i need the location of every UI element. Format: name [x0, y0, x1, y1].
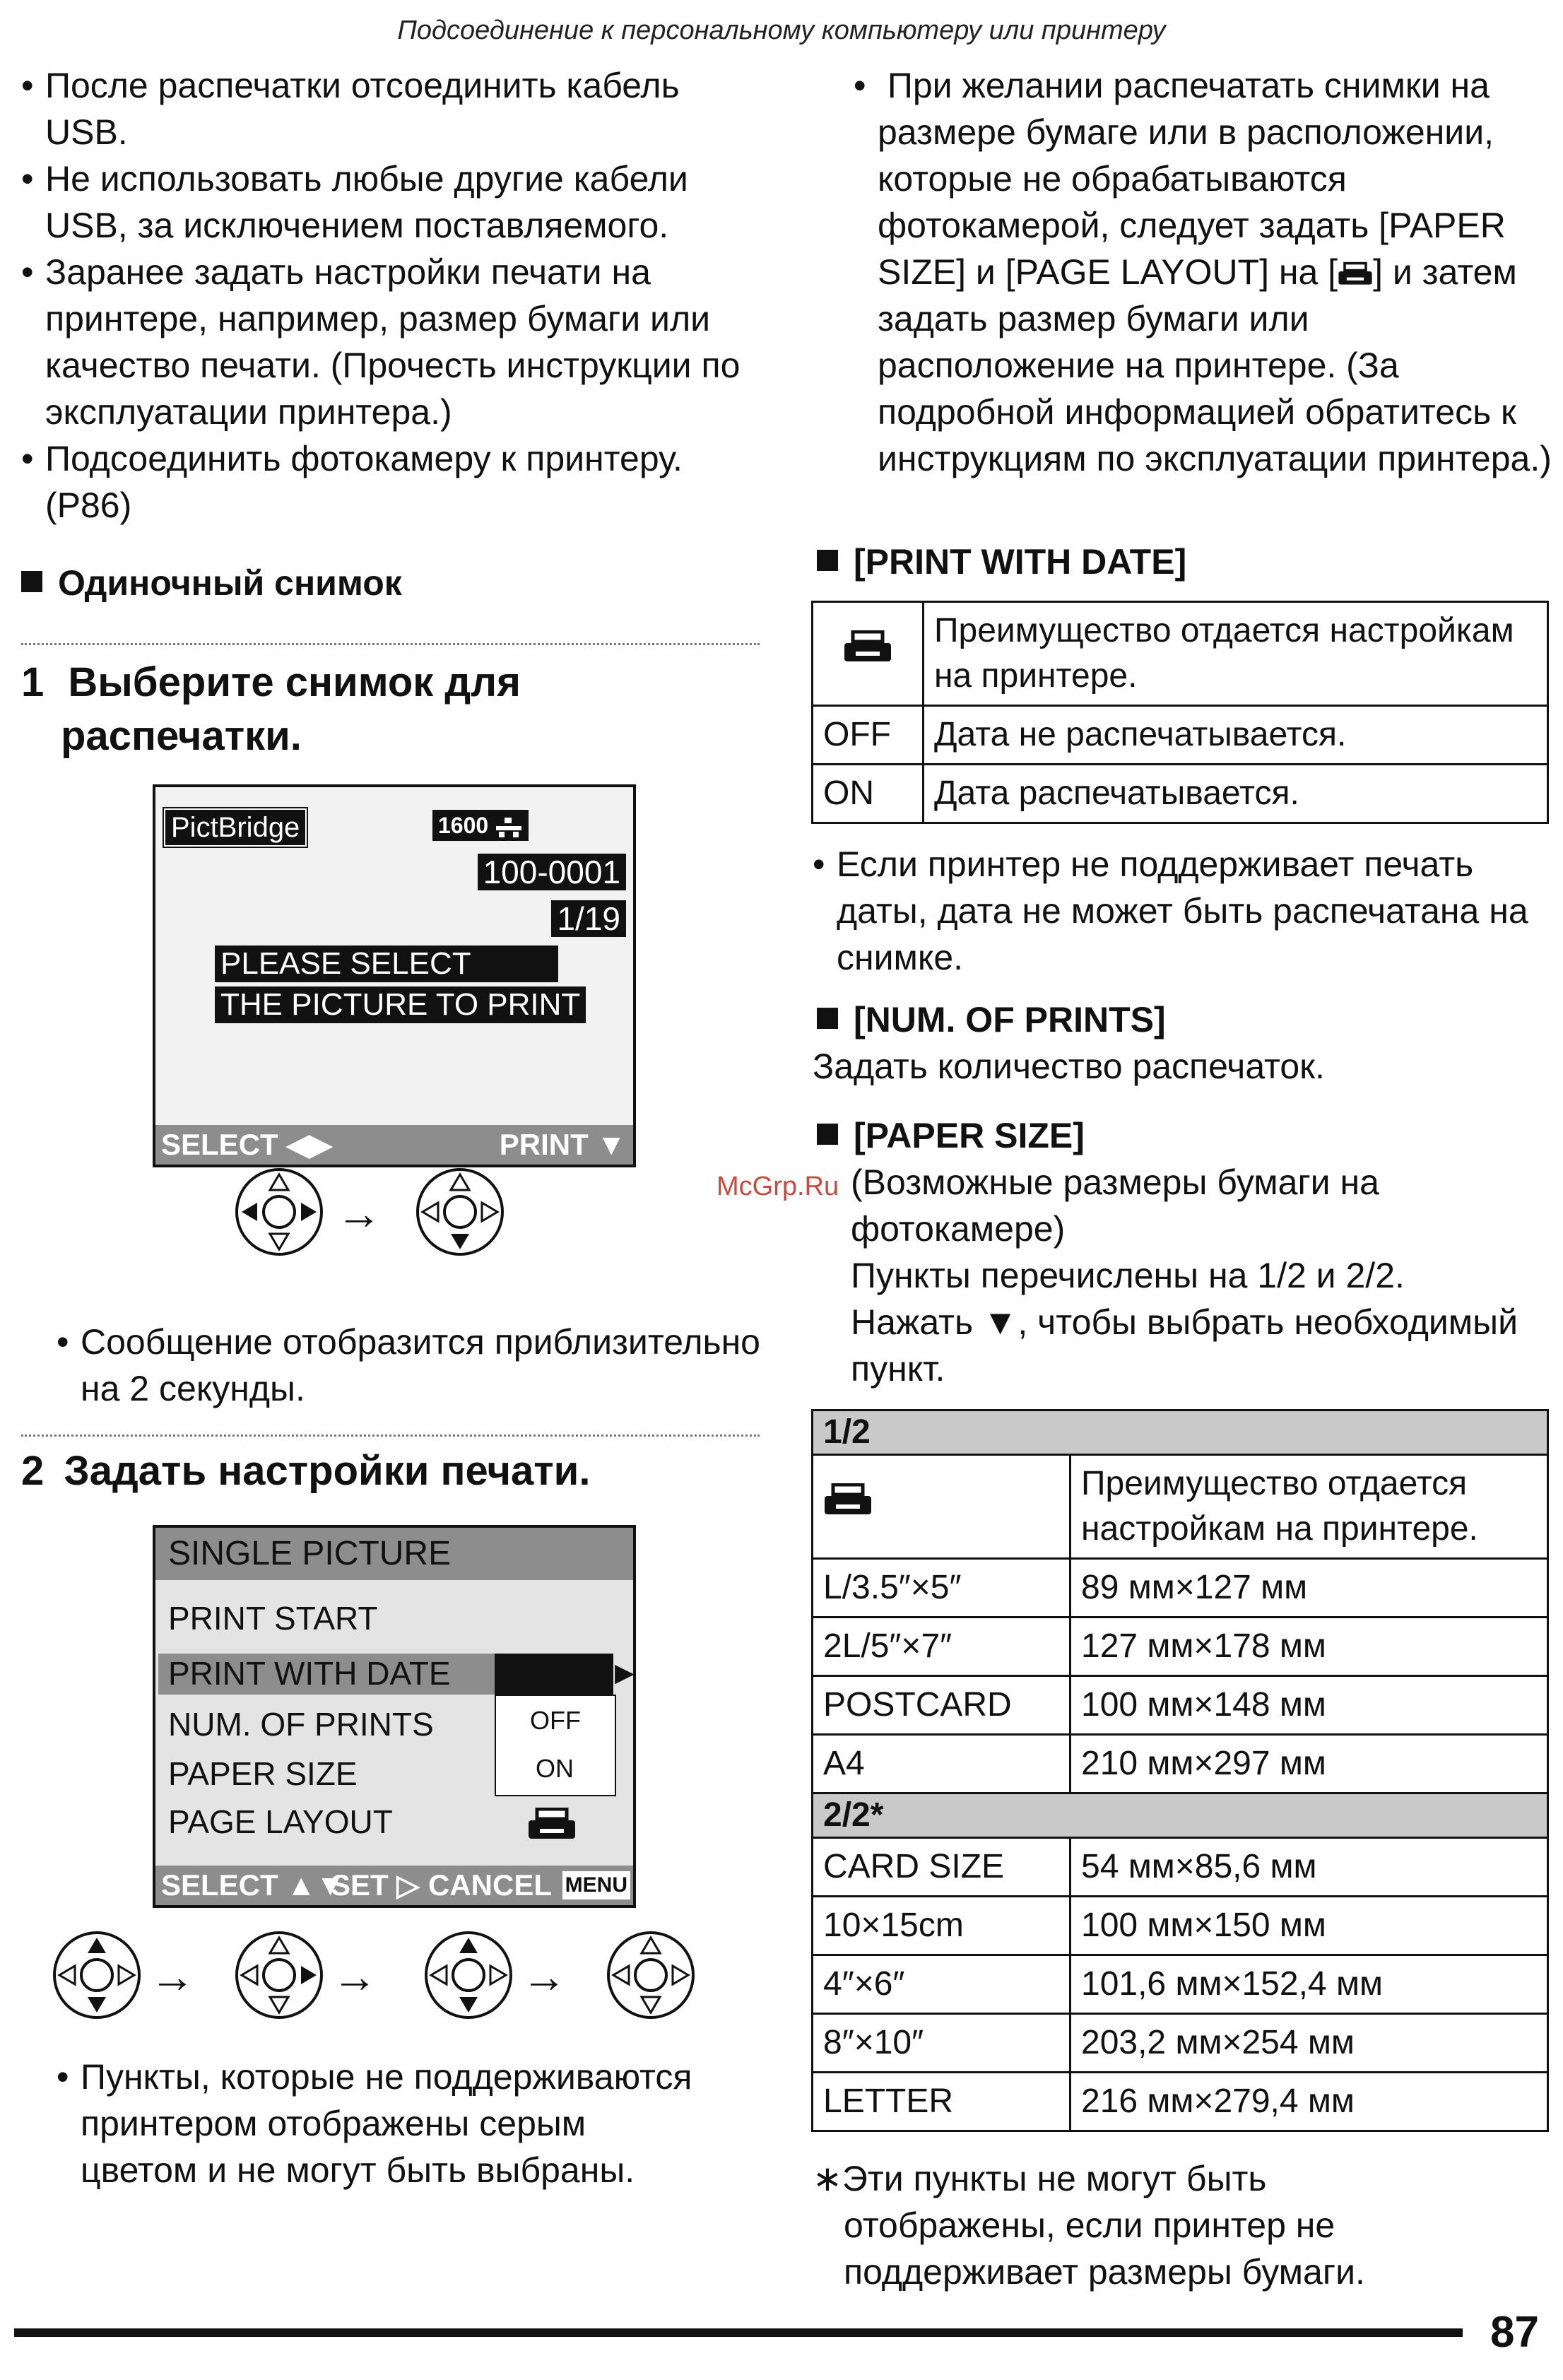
date-note-text: • Если принтер не поддерживает печать даты, дата не может быть распечатана на снимке. [813, 841, 1555, 981]
printer-icon [1338, 261, 1373, 289]
print-with-date-table [811, 601, 1549, 824]
popup-selected [495, 1654, 613, 1695]
printer-icon [843, 630, 892, 666]
table-value: 100 мм×148 мм [1070, 1676, 1548, 1735]
arrow-icon: → [336, 1188, 382, 1239]
bullet-connect: • Подсоединить фотокамеру к принтеру. (P86) [21, 435, 756, 529]
table-key: L/3.5″×5″ [813, 1559, 1070, 1618]
table-value: 210 мм×297 мм [1070, 1735, 1548, 1793]
heading-print-with-date: [PRINT WITH DATE] [817, 538, 1186, 585]
paper-size-table [811, 1409, 1549, 2132]
table-key: CARD SIZE [813, 1838, 1070, 1897]
select-message-line1: PLEASE SELECT [215, 945, 558, 982]
intro-text-end: ] и затем задать размер бумаги или расположение на принтере. (За подробной информацией обратитесь к инструкциям по эксплуатации принтера.) [878, 252, 1552, 478]
intro-text: При желании распечатать снимки на размере бумаге или в расположении, которые не обрабатываются фотокамерой, следует задать [PAPER SIZE] и [PAGE LAYOUT] на [ [878, 66, 1506, 292]
step1-title-line2: распечатки. [61, 713, 302, 759]
divider [21, 1435, 760, 1437]
step1-note [57, 1319, 763, 1412]
num-of-prints-text: Задать количество распечаток. [813, 1047, 1325, 1086]
step1-number: 1 [21, 659, 45, 705]
menu-num-of-prints[interactable]: NUM. OF PRINTS [168, 1706, 434, 1743]
step1-note-text: • Сообщение отобразится приблизительно на 2 секунды. [57, 1319, 763, 1412]
date-note [813, 841, 1555, 981]
table-row [813, 1735, 1548, 1793]
step1-title [21, 656, 521, 763]
section-heading-single: Одиночный снимок [21, 560, 402, 606]
heading-paper-size: [PAPER SIZE] [817, 1112, 1085, 1159]
right-intro [854, 62, 1553, 482]
printer-icon [823, 1483, 873, 1519]
page-2-label: 2/2* [813, 1793, 1548, 1838]
table-row [813, 1618, 1548, 1676]
heading-num-of-prints: [NUM. OF PRINTS] [817, 996, 1166, 1043]
step2-note-text: • Пункты, которые не поддерживаются принтером отображены серым цветом и не могут быть выбраны. [57, 2054, 692, 2193]
table-row [813, 1559, 1548, 1618]
table-row [813, 1676, 1548, 1735]
table-key [813, 1455, 1070, 1559]
nav-pad-left-right [233, 1166, 325, 1258]
table-key: A4 [813, 1735, 1070, 1793]
table-row [813, 602, 1548, 706]
table-key: OFF [813, 706, 924, 765]
camera-screen-select [153, 784, 636, 1167]
table-value: 216 мм×279,4 мм [1070, 2073, 1548, 2131]
hint-select: SELECT ▲▼ [161, 1868, 346, 1902]
table-row [813, 2014, 1548, 2073]
step2-title [21, 1444, 590, 1498]
table-page-row [813, 1410, 1548, 1455]
menu-title: SINGLE PICTURE [155, 1528, 633, 1580]
watermark: McGrp.Ru [716, 1172, 839, 1201]
table-key [813, 602, 924, 706]
pictbridge-label: PictBridge [164, 808, 307, 847]
nav-pad-down [414, 1166, 506, 1258]
page-1-label: 1/2 [813, 1410, 1548, 1455]
nav-pad-center [605, 1929, 697, 2021]
footnote-text: ∗Эти пункты не могут быть отображены, если принтер не поддерживает размеры бумаги. [813, 2159, 1365, 2292]
arrow-icon: → [332, 1951, 377, 2002]
table-key: 4″×6″ [813, 1955, 1070, 2014]
table-key: ON [813, 765, 924, 823]
picture-size-badge [432, 810, 529, 841]
table-row [813, 1955, 1548, 2014]
table-row [813, 1838, 1548, 1897]
table-value: Дата не распечатывается. [924, 706, 1548, 765]
paper-size-line1: (Возможные размеры бумаги на фотокамере) [851, 1162, 1379, 1249]
hint-set: SET ▷ [331, 1868, 420, 1902]
arrow-icon: → [150, 1951, 195, 2002]
popup-option-off[interactable]: OFF [530, 1706, 581, 1735]
table-value: 54 мм×85,6 мм [1070, 1838, 1548, 1897]
table-value: 203,2 мм×254 мм [1070, 2014, 1548, 2073]
select-hint: SELECT ◀▶ [161, 1128, 332, 1161]
table-value: Преимущество отдается настройкам на принтере. [924, 602, 1548, 706]
screen2-hint-bar [155, 1866, 633, 1905]
picture-size: 1600 [438, 813, 489, 838]
page-number: 87 [1490, 2308, 1539, 2357]
paper-size-footnote [813, 2155, 1480, 2295]
print-hint: PRINT ▼ [499, 1128, 626, 1161]
table-row [813, 1455, 1548, 1559]
nav-pad-up-down [51, 1929, 143, 2021]
table-value: Преимущество отдается настройкам на принтере. [1070, 1455, 1548, 1559]
table-value: 100 мм×150 мм [1070, 1897, 1548, 1955]
hint-menu: MENU [562, 1871, 630, 1899]
table-page-row [813, 1793, 1548, 1838]
table-value: 127 мм×178 мм [1070, 1618, 1548, 1676]
table-key: 10×15cm [813, 1897, 1070, 1955]
screen1-hint-bar [155, 1125, 633, 1165]
table-key: 8″×10″ [813, 2014, 1070, 2073]
menu-print-with-date[interactable]: PRINT WITH DATE [168, 1655, 451, 1692]
camera-screen-settings [153, 1525, 636, 1908]
nav-pad-right [233, 1929, 325, 2021]
bullet-disconnect: • После распечатки отсоединить кабель USB. [21, 62, 756, 155]
picture-counter: 1/19 [551, 900, 626, 937]
nav-pad-up-down [423, 1929, 514, 2021]
table-value: 89 мм×127 мм [1070, 1559, 1548, 1618]
hint-cancel: CANCEL [428, 1868, 552, 1902]
file-number: 100-0001 [478, 854, 626, 890]
paper-size-line2: Пункты перечислены на 1/2 и 2/2. [851, 1256, 1405, 1295]
paper-size-description [851, 1159, 1529, 1392]
date-popup [495, 1695, 616, 1796]
quality-icon [495, 816, 523, 839]
divider [21, 643, 760, 645]
select-message-line2: THE PICTURE TO PRINT [215, 986, 586, 1023]
step2-number: 2 [21, 1448, 45, 1494]
left-bullets [21, 62, 756, 529]
printer-icon [527, 1808, 577, 1843]
table-key: 2L/5″×7″ [813, 1618, 1070, 1676]
chevron-right-icon: ▶ [615, 1658, 635, 1687]
table-row [813, 2073, 1548, 2131]
table-row [813, 1897, 1548, 1955]
popup-option-on[interactable]: ON [536, 1754, 574, 1783]
paper-size-line3: Нажать ▼, чтобы выбрать необходимый пункт. [851, 1302, 1518, 1389]
menu-paper-size[interactable]: PAPER SIZE [168, 1755, 358, 1792]
footer-rule [14, 2328, 1463, 2337]
table-value: Дата распечатывается. [924, 765, 1548, 823]
step2-note [57, 2054, 692, 2193]
table-value: 101,6 мм×152,4 мм [1070, 1955, 1548, 2014]
bullet-cable: • Не использовать любые другие кабели USB, за исключением поставляемого. [21, 155, 756, 249]
running-header: Подсоединение к персональному компьютеру или принтеру [397, 16, 1166, 45]
table-key: LETTER [813, 2073, 1070, 2131]
menu-print-start[interactable]: PRINT START [168, 1600, 378, 1637]
step1-title-line1: Выберите снимок для [68, 659, 521, 705]
step2-title-text: Задать настройки печати. [64, 1448, 591, 1494]
table-row [813, 706, 1548, 765]
bullet-settings: • Заранее задать настройки печати на принтере, например, размер бумаги или качество печати. (Прочесть инструкции по эксплуатации принтера.) [21, 249, 756, 435]
table-key: POSTCARD [813, 1676, 1070, 1735]
arrow-icon: → [521, 1951, 567, 2002]
table-row [813, 765, 1548, 823]
menu-page-layout[interactable]: PAGE LAYOUT [168, 1803, 393, 1840]
